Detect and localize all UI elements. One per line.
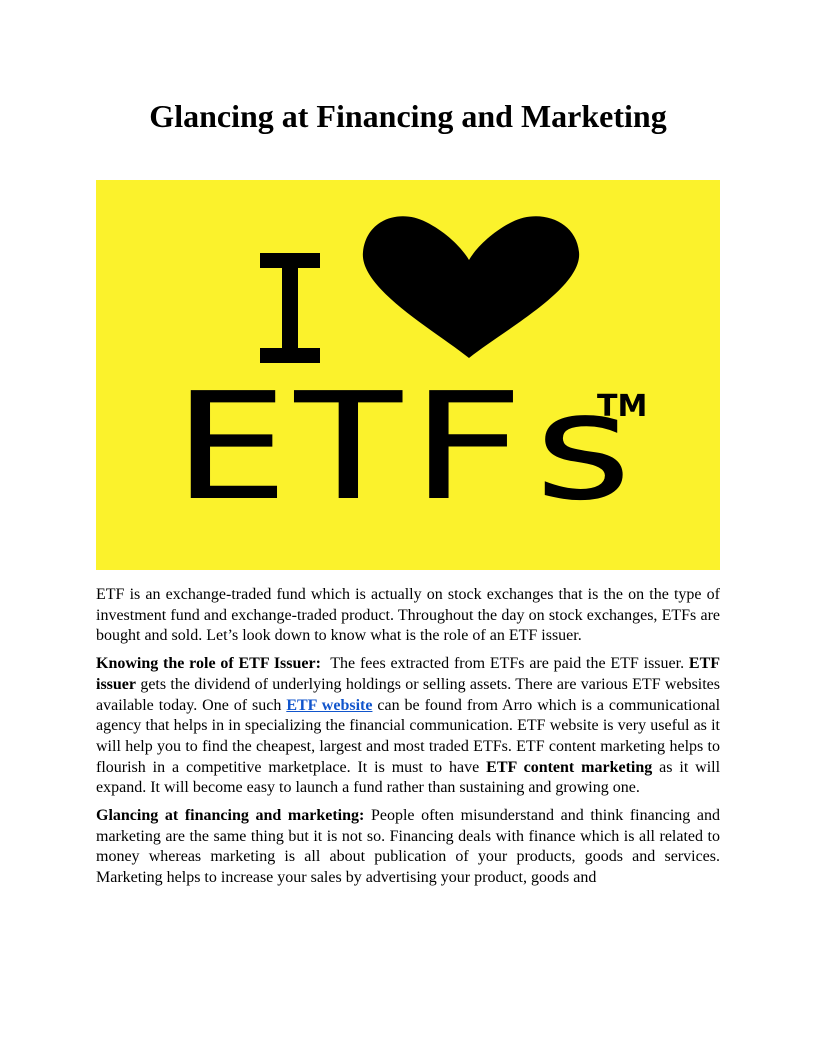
etfs-wordmark: ETFs (172, 361, 642, 533)
issuer-text-3: can be found from Arro which is a communicational agency that helps in in specializing the financial communication. ETF website is very useful as it will help you to find the cheapest, largest and most traded ETFs. ETF content marketing helps to flourish in a competitive marketplace. It is must to have (96, 696, 721, 776)
issuer-paragraph (96, 654, 720, 799)
financing-heading: Glancing at financing and marketing: (96, 807, 365, 825)
hero-image (96, 180, 720, 570)
page-title: Glancing at Financing and Marketing (149, 98, 667, 134)
issuer-heading: Knowing the role of ETF Issuer: (96, 655, 321, 673)
etf-website-link[interactable]: ETF website (286, 696, 373, 714)
issuer-text-1: The fees extracted from ETFs are paid the ETF issuer. (330, 655, 685, 673)
financing-paragraph (96, 806, 720, 889)
issuer-text-4: as it will expand. It will become easy to launch a fund rather than sustaining and growing one. (96, 758, 721, 797)
intro-paragraph: ETF is an exchange-traded fund which is actually on stock exchanges that is the on the type of investment fund and exchange-traded product. Throughout the day on stock exchanges, ETFs are bought and sold. Let’s look down to know what is the role of an ETF issuer. (96, 586, 720, 645)
issuer-bold-2: ETF content marketing (486, 758, 653, 776)
financing-text: People often misunderstand and think financing and marketing are the same thing but it is not so. Financing deals with finance which is all related to money whereas marketing is all about publication of your products, goods and services. Marketing helps to increase your sales by advertising your product, goods and (96, 807, 721, 887)
trademark-symbol: TM (597, 389, 648, 424)
issuer-text-2: gets the dividend of underlying holdings or selling assets. There are various ETF websites available today. One of such (96, 675, 721, 714)
i-love-etfs-logo (96, 180, 720, 570)
issuer-bold-1: ETF issuer (96, 655, 721, 693)
article-body (96, 585, 720, 896)
